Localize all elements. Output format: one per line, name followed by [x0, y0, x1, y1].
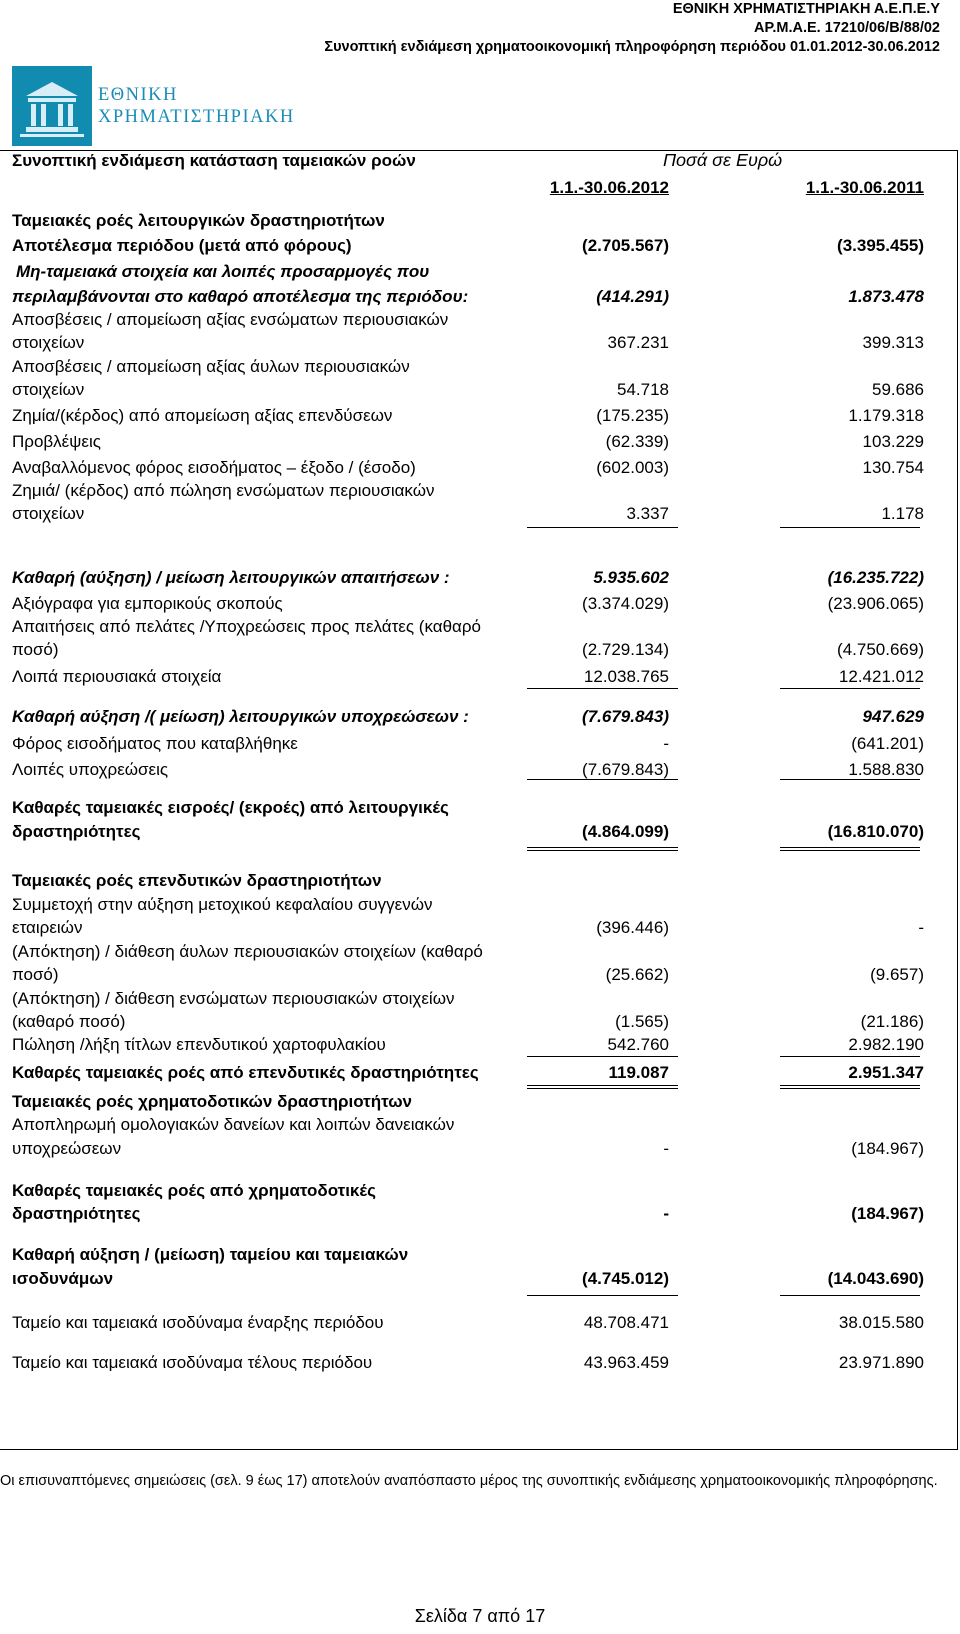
total-rule — [780, 779, 920, 780]
row-label: Προβλέψεις — [12, 432, 101, 451]
row-label: Αναβαλλόμενος φόρος εισοδήματος – έξοδο / (έσοδο) — [12, 458, 416, 477]
row-label: Καθαρή (αύξηση) / μείωση λειτουργικών απαιτήσεων : — [12, 568, 450, 587]
value-2011: (184.967) — [851, 1139, 924, 1158]
row-label: ισοδυνάμων — [12, 1269, 114, 1288]
total-rule — [780, 1085, 920, 1086]
row-label: Αποτέλεσμα περιόδου (μετά από φόρους) — [12, 236, 352, 255]
value-2012: (62.339) — [605, 432, 669, 451]
total-rule — [780, 527, 920, 528]
total-rule — [527, 779, 678, 780]
value-2012: 43.963.459 — [583, 1353, 669, 1372]
value-2012: (2.729.134) — [582, 640, 669, 659]
currency-note: Ποσά σε Ευρώ — [663, 150, 783, 170]
value-2012: 5.935.602 — [593, 568, 669, 587]
double-rule — [527, 1295, 678, 1296]
value-2011: 2.951.347 — [848, 1063, 924, 1082]
report-subtitle: Συνοπτική ενδιάμεση χρηματοοικονομική πληροφόρηση περιόδου 01.01.2012-30.06.2012 — [324, 39, 940, 55]
row-label: Καθαρή αύξηση / (μείωση) ταμείου και ταμειακών — [12, 1245, 409, 1264]
registration-number: ΑΡ.Μ.Α.Ε. 17210/06/Β/88/02 — [754, 20, 940, 36]
total-rule — [780, 688, 920, 689]
row-label: Ταμειακές ροές επενδυτικών δραστηριοτήτων — [12, 871, 382, 890]
row-label: Αποπληρωμή ομολογιακών δανείων και λοιπών δανειακών — [12, 1115, 455, 1134]
value-2011: 59.686 — [872, 380, 924, 399]
document-header — [324, 0, 940, 57]
row-label: Συμμετοχή στην αύξηση μετοχικού κεφαλαίου συγγενών — [12, 895, 433, 914]
row-label: Αξιόγραφα για εμπορικούς σκοπούς — [12, 594, 283, 613]
row-label: Φόρος εισοδήματος που καταβλήθηκε — [12, 734, 298, 753]
row-label: Ταμειακές ροές λειτουργικών δραστηριοτήτων — [12, 211, 385, 230]
row-label: Ταμείο και ταμειακά ισοδύναμα τέλους περιόδου — [12, 1353, 373, 1372]
value-2011: (9.657) — [870, 965, 924, 984]
row-label: Καθαρές ταμειακές ροές από επενδυτικές δραστηριότητες — [12, 1063, 479, 1082]
value-2012: 119.087 — [608, 1063, 669, 1082]
value-2011: - — [918, 918, 924, 937]
company-name: ΕΘΝΙΚΗ ΧΡΗΜΑΤΙΣΤΗΡΙΑΚΗ Α.Ε.Π.Ε.Υ — [672, 1, 940, 17]
row-label: Απαιτήσεις από πελάτες /Υποχρεώσεις προς πελάτες (καθαρό — [12, 617, 481, 636]
double-rule — [780, 1088, 920, 1089]
value-2012: (7.679.843) — [582, 760, 669, 779]
page-number: Σελίδα 7 από 17 — [414, 1606, 546, 1626]
total-rule — [527, 847, 678, 848]
value-2012: (602.003) — [596, 458, 669, 477]
value-2012: - — [663, 1204, 669, 1223]
value-2011: 1.179.318 — [848, 406, 924, 425]
value-2012: (396.446) — [596, 918, 669, 937]
row-label: Ζημιά/ (κέρδος) από πώληση ενσώματων περιουσιακών — [12, 481, 435, 500]
row-label: στοιχείων — [12, 380, 85, 399]
value-2011: 1.873.478 — [848, 287, 924, 306]
row-label: (καθαρό ποσό) — [12, 1012, 126, 1031]
value-2011: 1.178 — [881, 504, 924, 523]
row-label: υποχρεώσεων — [12, 1139, 122, 1158]
row-label: Ταμειακές ροές χρηματοδοτικών δραστηριοτήτων — [12, 1092, 413, 1111]
statement-title: Συνοπτική ενδιάμεση κατάσταση ταμειακών ροών — [12, 151, 416, 170]
total-rule — [527, 688, 678, 689]
value-2012: (7.679.843) — [582, 707, 669, 726]
row-label: Καθαρές ταμειακές εισροές/ (εκροές) από λειτουργικές — [12, 798, 449, 817]
value-2011: (21.186) — [860, 1012, 924, 1031]
row-label: Καθαρές ταμειακές ροές από χρηματοδοτικές — [12, 1181, 376, 1200]
value-2012: 367.231 — [607, 333, 669, 352]
row-label: (Απόκτηση) / διάθεση ενσώματων περιουσιακών στοιχείων — [12, 989, 455, 1008]
row-label: Καθαρή αύξηση /( μείωση) λειτουργικών υποχρεώσεων : — [12, 707, 469, 726]
row-label: Αποσβέσεις / απομείωση αξίας άυλων περιουσιακών — [12, 357, 410, 376]
value-2012: 542.760 — [607, 1035, 669, 1054]
double-rule — [780, 1295, 920, 1296]
value-2012: (25.662) — [605, 965, 669, 984]
value-2011: (23.906.065) — [827, 594, 924, 613]
column-header-2012: 1.1.-30.06.2012 — [549, 178, 669, 197]
value-2011: 2.982.190 — [848, 1035, 924, 1054]
row-label: Πώληση /λήξη τίτλων επενδυτικού χαρτοφυλακίου — [12, 1035, 386, 1054]
row-label: Αποσβέσεις / απομείωση αξίας ενσώματων περιουσιακών — [12, 310, 449, 329]
logo-wordmark: ΕΘΝΙΚΗ ΧΡΗΜΑΤΙΣΤΗΡΙΑΚΗ — [98, 85, 295, 127]
value-2011: (3.395.455) — [837, 236, 924, 255]
column-header-2011: 1.1.-30.06.2011 — [805, 178, 924, 197]
row-label: Ταμείο και ταμειακά ισοδύναμα έναρξης περιόδου — [12, 1313, 384, 1332]
double-rule — [780, 850, 920, 851]
total-rule — [527, 1085, 678, 1086]
value-2012: (1.565) — [615, 1012, 669, 1031]
value-2011: (14.043.690) — [827, 1269, 924, 1288]
value-2011: (16.235.722) — [827, 568, 924, 587]
value-2012: (4.745.012) — [582, 1269, 669, 1288]
value-2011: 23.971.890 — [838, 1353, 924, 1372]
row-label: ποσό) — [12, 965, 59, 984]
value-2011: 1.588.830 — [848, 760, 924, 779]
double-rule — [527, 850, 678, 851]
total-rule — [780, 1056, 920, 1057]
value-2011: 399.313 — [862, 333, 924, 352]
footnote — [0, 1472, 940, 1490]
row-label: δραστηριότητες — [12, 1204, 141, 1223]
total-rule — [780, 847, 920, 848]
building-icon — [12, 66, 92, 146]
value-2011: 103.229 — [862, 432, 924, 451]
row-label: Ζημία/(κέρδος) από απομείωση αξίας επενδύσεων — [12, 406, 393, 425]
row-label: στοιχείων — [12, 333, 85, 352]
row-label: Λοιπά περιουσιακά στοιχεία — [12, 667, 222, 686]
value-2012: - — [663, 1139, 669, 1158]
double-rule — [527, 1088, 678, 1089]
row-label: Λοιπές υποχρεώσεις — [12, 760, 169, 779]
value-2011: (184.967) — [851, 1204, 924, 1223]
value-2011: (4.750.669) — [837, 640, 924, 659]
value-2011: 38.015.580 — [838, 1313, 924, 1332]
value-2011: 130.754 — [862, 458, 924, 477]
value-2012: (3.374.029) — [582, 594, 669, 613]
value-2012: (175.235) — [596, 406, 669, 425]
value-2012: (414.291) — [596, 287, 669, 306]
row-label: εταιρειών — [12, 918, 83, 937]
footnote-text: Οι επισυναπτόμενες σημειώσεις (σελ. 9 έως 17) αποτελούν αναπόσπαστο μέρος της συνοπτικής ενδιάμεσης χρηματοοικονομικής πληροφόρησης. — [0, 1473, 938, 1489]
value-2012: 12.038.765 — [583, 667, 669, 686]
row-label: δραστηριότητες — [12, 822, 141, 841]
value-2011: (641.201) — [851, 734, 924, 753]
value-2012: 48.708.471 — [583, 1313, 669, 1332]
value-2011: (16.810.070) — [827, 822, 924, 841]
total-rule — [527, 527, 678, 528]
value-2011: 12.421.012 — [838, 667, 924, 686]
total-rule — [527, 1056, 678, 1057]
row-label: (Απόκτηση) / διάθεση άυλων περιουσιακών στοιχείων (καθαρό — [12, 942, 483, 961]
row-label: περιλαμβάνονται στο καθαρό αποτέλεσμα της περιόδου: — [12, 287, 469, 306]
value-2012: (2.705.567) — [582, 236, 669, 255]
value-2012: (4.864.099) — [582, 822, 669, 841]
row-label: στοιχείων — [12, 504, 85, 523]
value-2012: 3.337 — [626, 504, 669, 523]
row-label: ποσό) — [12, 640, 59, 659]
row-label: Μη-ταμειακά στοιχεία και λοιπές προσαρμογές που — [16, 262, 430, 281]
value-2011: 947.629 — [862, 707, 924, 726]
value-2012: - — [663, 734, 669, 753]
value-2012: 54.718 — [617, 380, 669, 399]
